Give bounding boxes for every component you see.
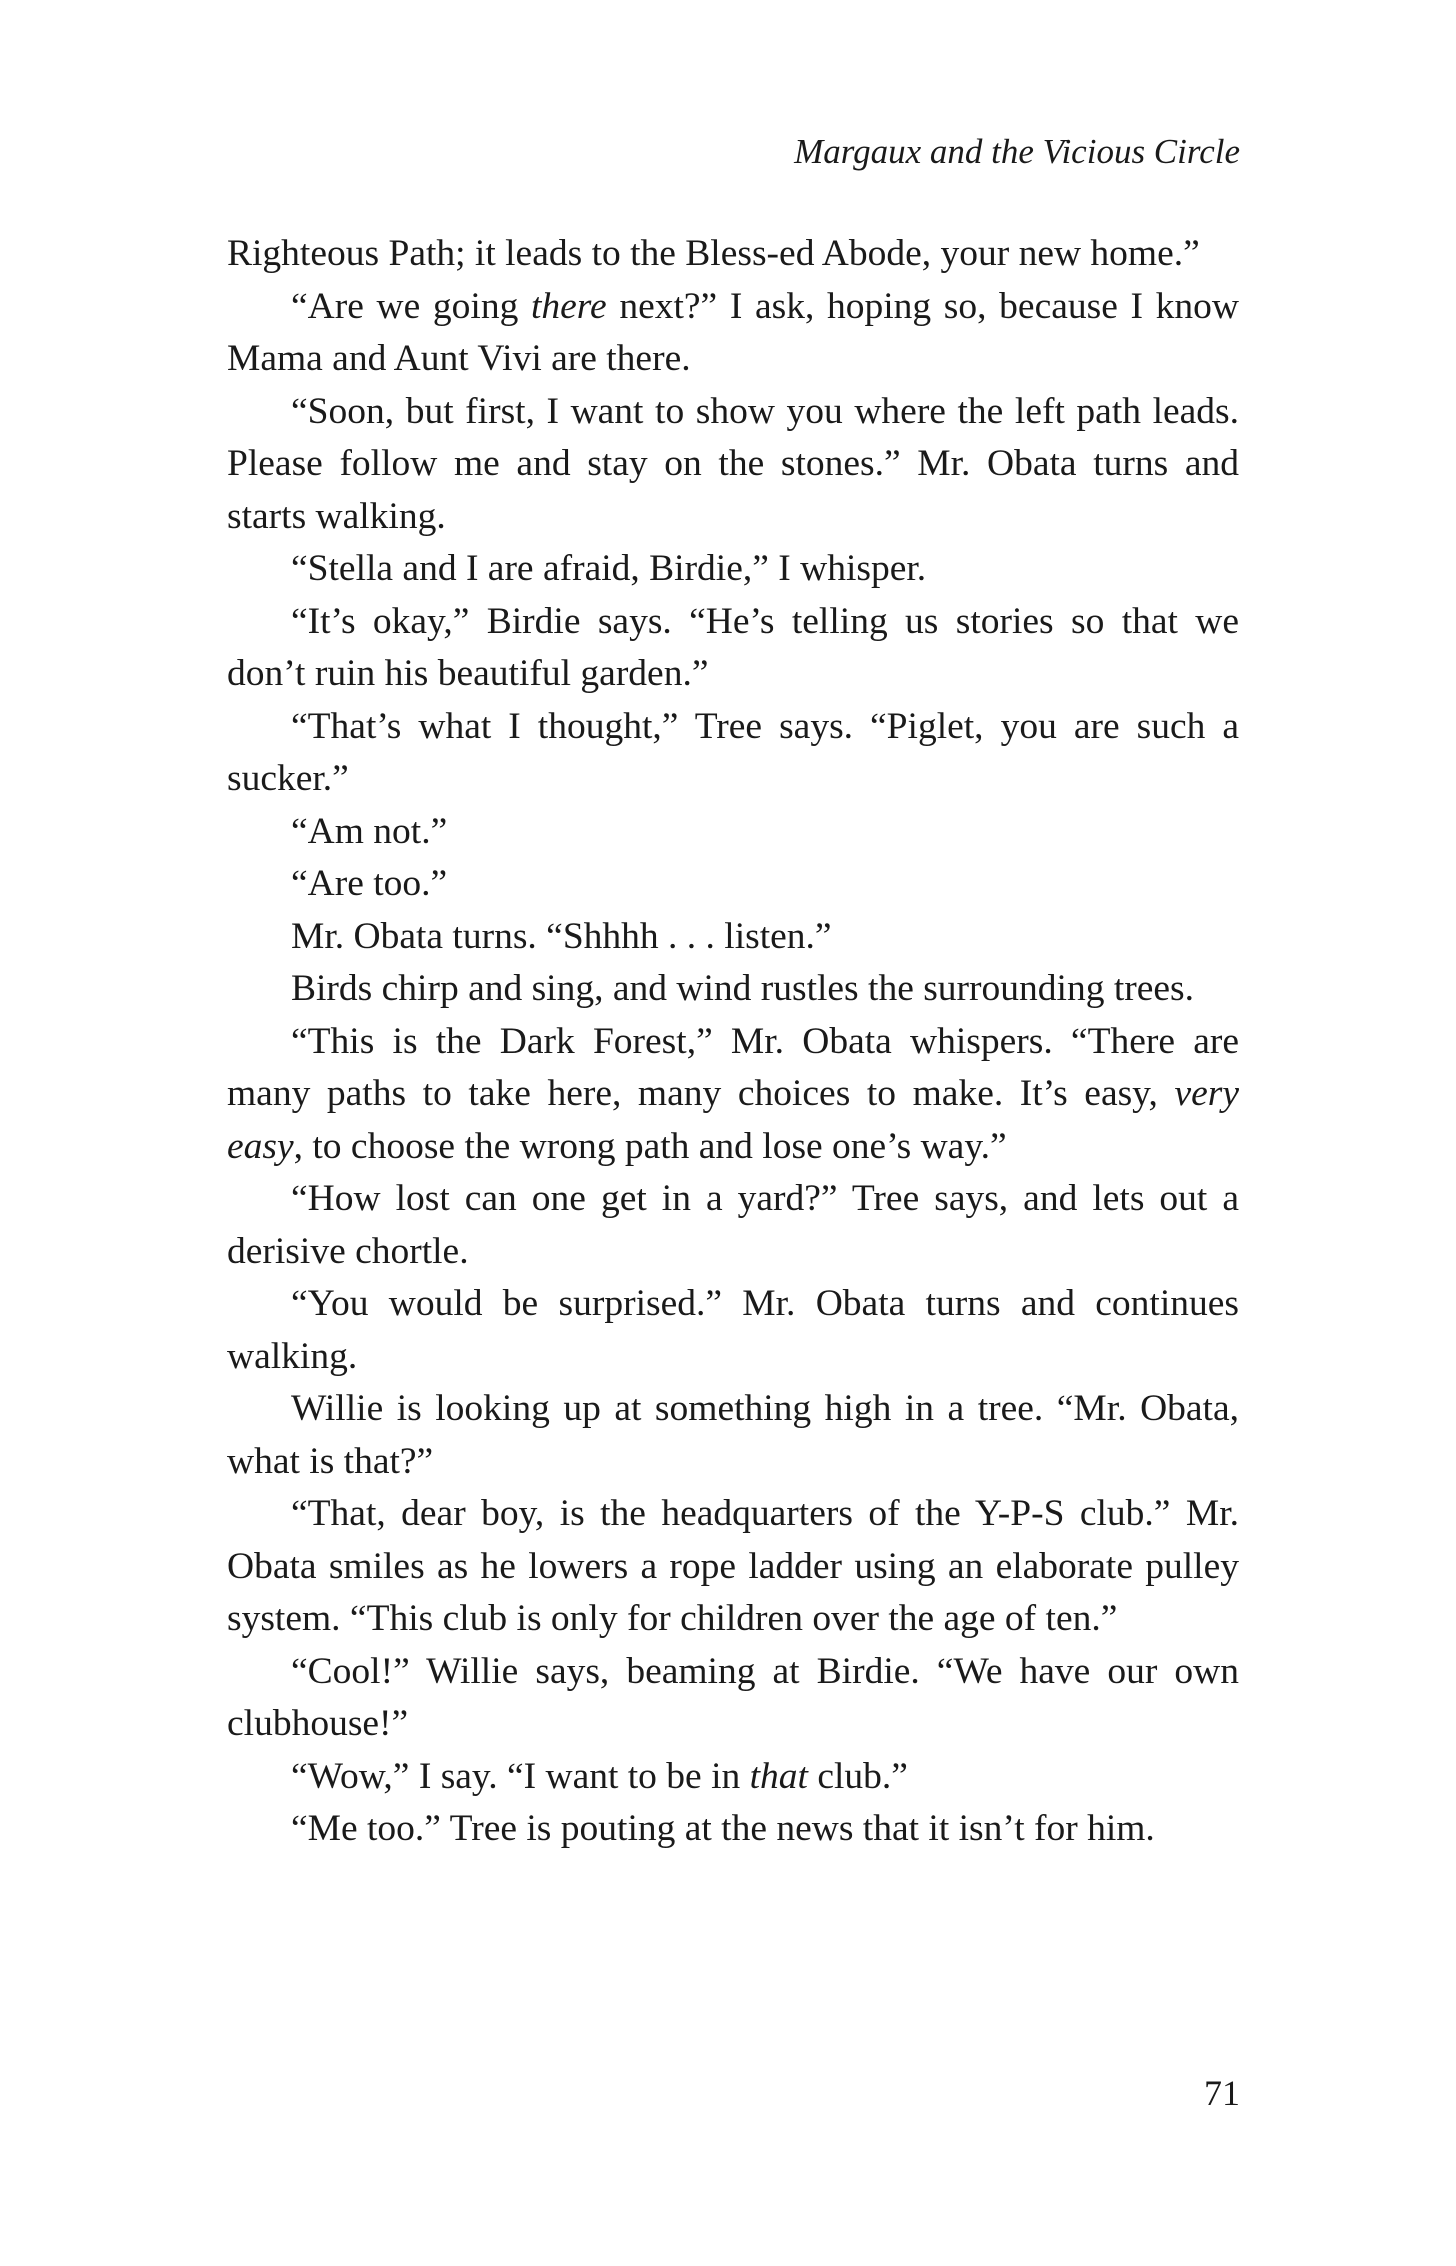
paragraph [227, 1383, 1239, 1488]
paragraph [227, 386, 1239, 544]
text-run: Mr. Obata turns. “Shhhh . . . listen.” [291, 915, 832, 957]
text-run: , to choose the wrong path and lose one’s way.” [293, 1125, 1007, 1167]
text-run: “Wow,” I say. “I want to be in [291, 1755, 750, 1797]
text-run: Birds chirp and sing, and wind rustles the surrounding trees. [291, 968, 1194, 1009]
text-run: “That, dear boy, is the headquarters of the Y-P-S club.” Mr. Obata smiles as he lowers a rope ladder using an elaborate pulley system. “This club is only for children over the age of ten.” [227, 1493, 1239, 1639]
text-run: Willie is looking up at something high in a tree. “Mr. Obata, what is that?” [227, 1388, 1239, 1482]
text-run: “Are we going [291, 285, 531, 327]
running-head: Margaux and the Vicious Circle [794, 132, 1240, 171]
paragraph [227, 701, 1239, 806]
text-run: “This is the Dark Forest,” Mr. Obata whispers. “There are many paths to take here, many choices to make. It’s easy, [227, 1020, 1239, 1114]
italic-text: that [749, 1755, 808, 1797]
text-run: “Soon, but first, I want to show you where the left path leads. Please follow me and stay on the stones.” Mr. Obata turns and starts walking. [227, 390, 1239, 537]
paragraph [227, 1016, 1239, 1174]
text-run: “Stella and I are afraid, Birdie,” I whisper. [291, 548, 927, 589]
text-run: “Me too.” Tree is pouting at the news that it isn’t for him. [291, 1808, 1155, 1849]
text-run: “That’s what I thought,” Tree says. “Piglet, you are such a sucker.” [227, 705, 1239, 799]
text-run: “Are too.” [291, 863, 448, 904]
paragraph [227, 963, 1239, 1016]
text-run: “Am not.” [291, 810, 448, 852]
text-run: club.” [807, 1755, 908, 1797]
italic-text: there [530, 285, 607, 327]
paragraph [227, 281, 1239, 386]
paragraph [227, 1646, 1239, 1751]
paragraph [227, 543, 1239, 596]
body-text [227, 228, 1239, 1856]
paragraph [227, 1803, 1239, 1856]
paragraph [227, 1488, 1239, 1646]
paragraph [227, 1173, 1239, 1278]
text-run: “Cool!” Willie says, beaming at Birdie. “We have our own clubhouse!” [227, 1650, 1239, 1744]
text-run: “You would be surprised.” Mr. Obata turns and continues walking. [227, 1283, 1239, 1377]
paragraph [227, 228, 1239, 281]
paragraph [227, 911, 1239, 964]
paragraph [227, 596, 1239, 701]
paragraph [227, 1278, 1239, 1383]
paragraph [227, 806, 1239, 859]
text-run: next?” I ask, hoping so, because I know Mama and Aunt Vivi are there. [227, 285, 1239, 379]
text-run: “How lost can one get in a yard?” Tree says, and lets out a derisive chortle. [227, 1178, 1239, 1272]
paragraph [227, 858, 1239, 911]
page-number: 71 [1204, 2073, 1240, 2113]
paragraph [227, 1751, 1239, 1804]
text-run: Righteous Path; it leads to the Bless-ed Abode, your new home.” [227, 233, 1200, 274]
italic-text: very easy [227, 1073, 1239, 1167]
text-run: “It’s okay,” Birdie says. “He’s telling us stories so that we don’t ruin his beautiful garden.” [227, 600, 1239, 694]
